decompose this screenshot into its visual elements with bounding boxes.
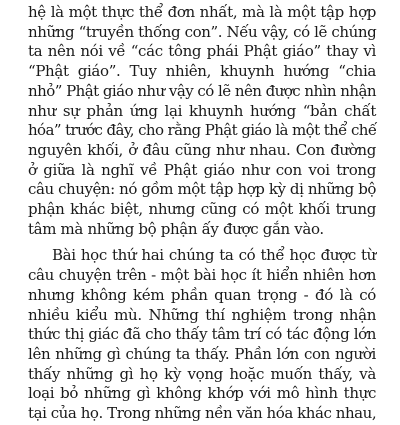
text-line: câu chuyện: nó gồm một tập hợp kỳ dị những bộ	[28, 180, 376, 199]
text-line: nhưng không kém phần quan trọng - đó là có	[28, 285, 376, 304]
text-line: hệ là một thực thể đơn nhất, mà là một tập hợp	[28, 3, 376, 21]
text-line: như sự phản ứng lại khuynh hướng “bản chất	[28, 101, 376, 120]
text-line: lên những gì chúng ta thấy. Phần lớn con người	[28, 344, 376, 363]
text-line: ta nên nói về “các tông phái Phật giáo” thay vì	[28, 42, 376, 61]
text-line: ở giữa là nghĩ về Phật giáo như con voi trong	[28, 160, 376, 179]
text-line: “Phật giáo”. Tuy nhiên, khuynh hướng “chia	[28, 62, 376, 81]
text-line: tại của họ. Trong những nền văn hóa khác nhau,	[28, 404, 377, 422]
paragraph-last-line: tâm mà những bộ phận ấy được gắn vào.	[28, 219, 324, 238]
text-line: nhiều kiểu mù. Những thí nghiệm trong nhận	[28, 305, 376, 324]
text-line: những “truyền thống con”. Nếu vậy, có lẽ chúng	[28, 22, 377, 41]
text-line: câu chuyện trên - một bài học ít hiển nhiên hơn	[28, 266, 376, 285]
text-line: loại bỏ những gì không khớp với mô hình thực	[28, 384, 376, 403]
text-line: thức thị giác đã cho thấy tâm trí có tác động lớn	[28, 325, 376, 344]
text-line: phận khác biệt, nhưng cũng có một khối trung	[28, 200, 376, 218]
text-line: nguyên khối, ở đâu cũng như nhau. Con đường	[28, 140, 376, 159]
paragraph-first-line: Bài học thứ hai chúng ta có thể học được từ	[52, 246, 376, 265]
text-line: hóa” trước đây, cho rằng Phật giáo là một thể chế	[28, 121, 377, 140]
text-line: nhỏ” Phật giáo như vậy có lẽ nên được nhìn nhận	[28, 81, 376, 100]
text-line: thấy những gì họ kỳ vọng hoặc muốn thấy, và	[28, 364, 376, 383]
